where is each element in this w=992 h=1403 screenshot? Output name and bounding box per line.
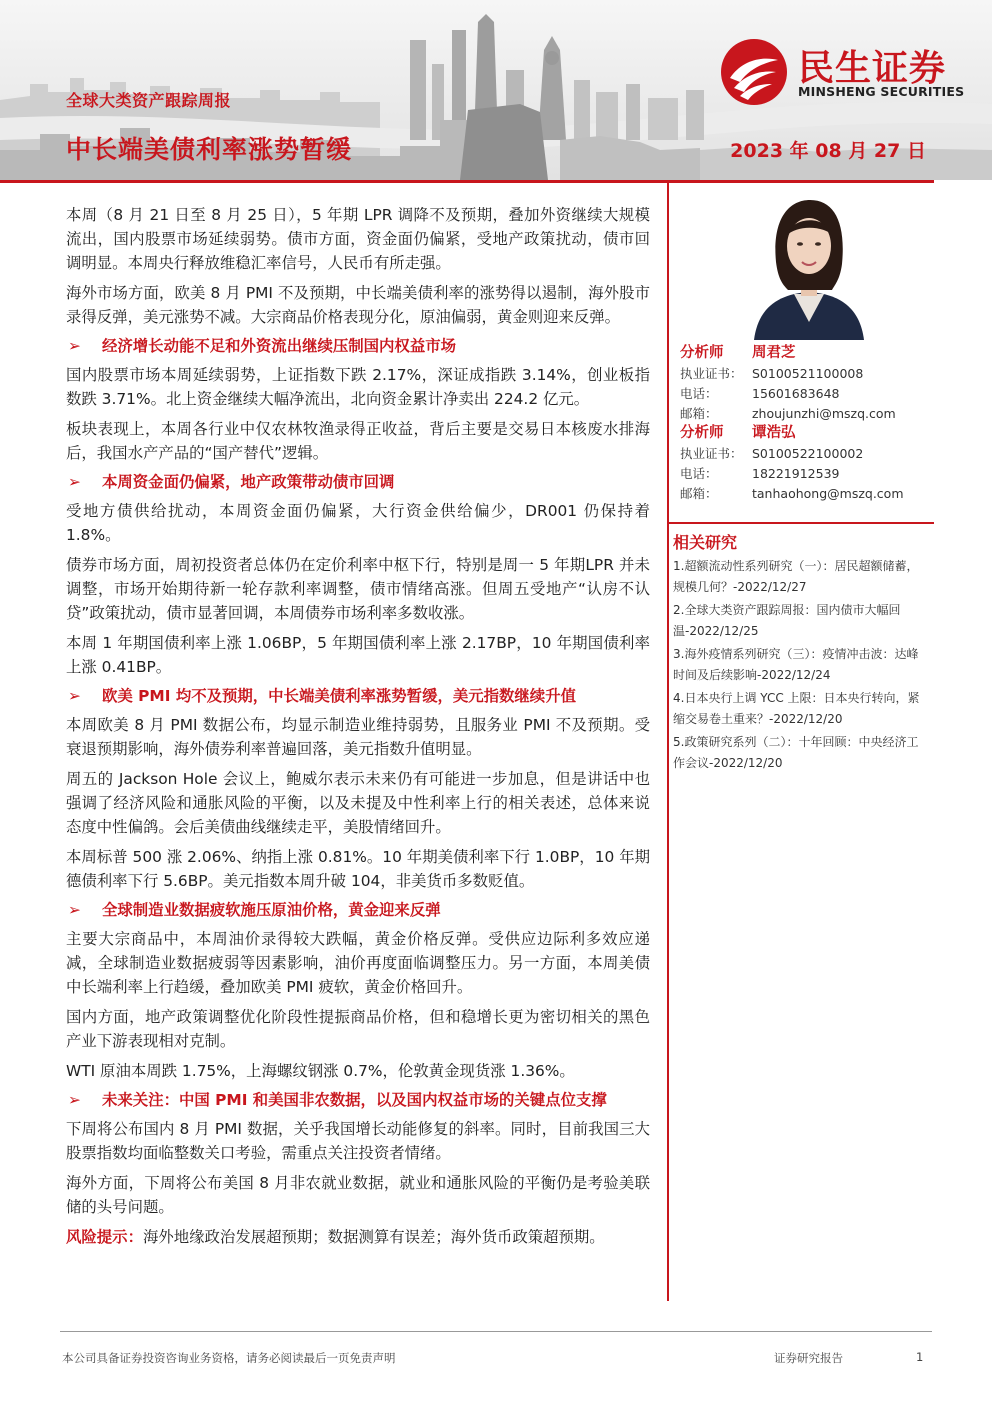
summary-paragraph: 海外市场方面，欧美 8 月 PMI 不及预期，中长端美债利率的涨势得以遏制，海外股市录得反弹，美元涨势不减。大宗商品价格表现分化，原油偏弱，黄金则迎来反弹。 xyxy=(66,284,650,326)
header-banner xyxy=(0,0,992,180)
risk-warning xyxy=(66,1225,650,1249)
body-paragraph: 板块表现上，本周各行业中仅农林牧渔录得正收益，背后主要是交易日本核废水排海后，我国水产产品的“国产替代”逻辑。 xyxy=(66,420,650,462)
body-paragraph: 下周将公布国内 8 月 PMI 数据，关乎我国增长动能修复的斜率。同时，目前我国三大股票指数均面临整数关口考验，需重点关注投资者情绪。 xyxy=(66,1120,650,1162)
phone-label: 电话： xyxy=(680,386,718,401)
risk-warning-label: 风险提示： xyxy=(66,1228,143,1246)
body-paragraph: 债券市场方面，周初投资者总体仍在定价利率中枢下行，特别是周一 5 年期LPR 并未调整，市场开始期待新一轮存款利率调整，债市情绪高涨。但周五受地产“认房不认贷”政策扰动，债市显著回调，本周债券市场利率多数收涨。 xyxy=(66,556,650,622)
related-research-item[interactable]: 2.全球大类资产跟踪周报：国内债市大幅回温-2022/12/25 xyxy=(673,603,901,638)
report-body xyxy=(66,203,650,1255)
body-paragraph: 主要大宗商品中，本周油价录得较大跌幅，黄金价格反弹。受供应边际利多效应递减，全球制造业数据疲弱等因素影响，油价再度面临调整压力。另一方面，本周美债中长端利率上行趋缓，叠加欧美 PMI 疲软，黄金价格回升。 xyxy=(66,930,650,996)
section-heading xyxy=(66,899,650,921)
section-heading-text: 未来关注：中国 PMI 和美国非农数据，以及国内权益市场的关键点位支撑 xyxy=(102,1091,607,1109)
related-research-item[interactable]: 3.海外疫情系列研究（三）：疫情冲击波：达峰时间及后续影响-2022/12/24 xyxy=(673,647,919,682)
logo-chinese-name: 民生证券 xyxy=(798,48,947,89)
body-paragraph: 海外方面，下周将公布美国 8 月非农就业数据，就业和通胀风险的平衡仍是考验美联储的头号问题。 xyxy=(66,1174,650,1216)
body-paragraph: 本周标普 500 涨 2.06%、纳指上涨 0.81%。10 年期美债利率下行 1.0BP，10 年期德债利率下行 5.6BP。美元指数本周升破 104，非美货币多数贬值。 xyxy=(66,848,650,890)
report-date: 2023 年 08 月 27 日 xyxy=(730,140,926,162)
report-title: 中长端美债利率涨势暂缓 xyxy=(66,135,353,164)
section-heading-text: 经济增长动能不足和外资流出继续压制国内权益市场 xyxy=(102,337,456,355)
analyst-portrait-image xyxy=(748,190,870,340)
section-heading-text: 本周资金面仍偏紧，地产政策带动债市回调 xyxy=(102,473,395,491)
footer-divider xyxy=(60,1331,932,1332)
analyst-role: 分析师 xyxy=(680,425,724,441)
company-logo xyxy=(720,38,970,108)
cert-number: S0100522100002 xyxy=(752,446,864,461)
risk-warning-text: 海外地缘政治发展超预期；数据测算有误差；海外货币政策超预期。 xyxy=(142,1228,605,1246)
related-research-item[interactable]: 4.日本央行上调 YCC 上限：日本央行转向，紧缩交易卷土重来？-2022/12/20 xyxy=(673,691,920,726)
page-number: 1 xyxy=(916,1350,924,1364)
email-address[interactable]: tanhaohong@mszq.com xyxy=(752,486,904,501)
arrow-bullet-icon: ➢ xyxy=(68,1091,81,1109)
analyst-name: 谭浩弘 xyxy=(752,425,796,441)
section-heading xyxy=(66,1089,650,1111)
body-paragraph: 受地方债供给扰动，本周资金面仍偏紧，大行资金供给偏少，DR001 仍保持着 1.8%。 xyxy=(66,502,650,544)
section-heading-text: 欧美 PMI 均不及预期，中长端美债利率涨势暂缓，美元指数继续升值 xyxy=(102,687,576,705)
cert-number: S0100521100008 xyxy=(752,366,864,381)
section-heading xyxy=(66,685,650,707)
related-research-divider xyxy=(669,522,934,524)
arrow-bullet-icon: ➢ xyxy=(68,687,81,705)
section-heading xyxy=(66,335,650,357)
arrow-bullet-icon: ➢ xyxy=(68,337,81,355)
phone-label: 电话： xyxy=(680,466,718,481)
email-address[interactable]: zhoujunzhi@mszq.com xyxy=(752,406,896,421)
report-series-label: 全球大类资产跟踪周报 xyxy=(66,91,232,110)
section-heading-text: 全球制造业数据疲软施压原油价格，黄金迎来反弹 xyxy=(102,901,441,919)
body-paragraph: 本周 1 年期国债利率上涨 1.06BP，5 年期国债利率上涨 2.17BP，10 年期国债利率上涨 0.41BP。 xyxy=(66,634,650,676)
column-divider xyxy=(667,183,669,1301)
header-divider xyxy=(0,180,934,183)
analyst-card xyxy=(680,342,930,424)
cert-label: 执业证书： xyxy=(680,446,743,461)
body-paragraph: 国内方面，地产政策调整优化阶段性提振商品价格，但和稳增长更为密切相关的黑色产业下游表现相对克制。 xyxy=(66,1008,650,1050)
related-research-item[interactable]: 1.超额流动性系列研究（一）：居民超额储蓄，规模几何？-2022/12/27 xyxy=(673,559,919,594)
arrow-bullet-icon: ➢ xyxy=(68,901,81,919)
email-label: 邮箱： xyxy=(680,486,718,501)
arrow-bullet-icon: ➢ xyxy=(68,473,81,491)
email-label: 邮箱： xyxy=(680,406,718,421)
analyst-role: 分析师 xyxy=(680,345,724,361)
related-research-title: 相关研究 xyxy=(673,533,738,552)
cert-label: 执业证书： xyxy=(680,366,743,381)
body-paragraph: 国内股票市场本周延续弱势，上证指数下跌 2.17%，深证成指跌 3.14%，创业板指数跌 3.71%。北上资金继续大幅净流出，北向资金累计净卖出 224.2 亿元。 xyxy=(66,366,650,408)
analyst-name: 周君芝 xyxy=(752,345,796,361)
body-paragraph: 周五的 Jackson Hole 会议上，鲍威尔表示未来仍有可能进一步加息，但是讲话中也强调了经济风险和通胀风险的平衡，以及未提及中性利率上行的相关表述，总体来说态度中性偏鸽。会后美债曲线继续走平，美股情绪回升。 xyxy=(66,770,650,836)
body-paragraph: 本周欧美 8 月 PMI 数据公布，均显示制造业维持弱势，且服务业 PMI 不及预期。受衰退预期影响，海外债券利率普遍回落，美元指数升值明显。 xyxy=(66,716,651,758)
phone-number: 18221912539 xyxy=(752,466,840,481)
related-research-item[interactable]: 5.政策研究系列（二）：十年回顾：中央经济工作会议-2022/12/20 xyxy=(673,735,919,770)
logo-english-name: MINSHENG SECURITIES xyxy=(798,84,965,99)
footer-doc-type: 证券研究报告 xyxy=(774,1351,843,1365)
analyst-card xyxy=(680,422,930,504)
body-paragraph: WTI 原油本周跌 1.75%，上海螺纹钢涨 0.7%，伦敦黄金现货涨 1.36%。 xyxy=(66,1062,575,1080)
footer-disclaimer: 本公司具备证券投资咨询业务资格，请务必阅读最后一页免责声明 xyxy=(62,1351,396,1365)
phone-number: 15601683648 xyxy=(752,386,840,401)
summary-paragraph: 本周（8 月 21 日至 8 月 25 日），5 年期 LPR 调降不及预期，叠加外资继续大规模流出，国内股票市场延续弱势。债市方面，资金面仍偏紧，受地产政策扰动，债市回调明显。本周央行释放维稳汇率信号，人民币有所走强。 xyxy=(66,206,650,272)
related-research-list xyxy=(673,556,923,776)
section-heading xyxy=(66,471,650,493)
minsheng-logo-icon xyxy=(720,38,788,106)
